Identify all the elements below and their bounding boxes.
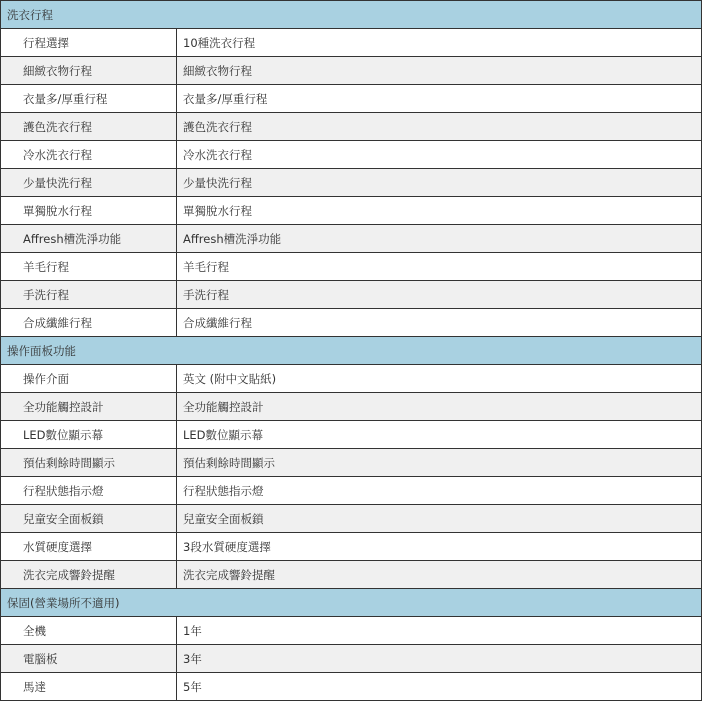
spec-row xyxy=(1,617,702,645)
section-title: 洗衣行程 xyxy=(1,1,702,29)
spec-row xyxy=(1,561,702,589)
spec-value: Affresh槽洗淨功能 xyxy=(177,225,702,253)
spec-row xyxy=(1,141,702,169)
spec-label: LED數位顯示幕 xyxy=(1,421,177,449)
section-header-row xyxy=(1,589,702,617)
spec-value: 洗衣完成響鈴提醒 xyxy=(177,561,702,589)
spec-row xyxy=(1,645,702,673)
spec-value: 1年 xyxy=(177,617,702,645)
section-title: 操作面板功能 xyxy=(1,337,702,365)
spec-label: 全功能觸控設計 xyxy=(1,393,177,421)
spec-row xyxy=(1,57,702,85)
section-title: 保固(營業場所不適用) xyxy=(1,589,702,617)
spec-value: 全功能觸控設計 xyxy=(177,393,702,421)
spec-row xyxy=(1,225,702,253)
spec-label: 全機 xyxy=(1,617,177,645)
spec-label: 水質硬度選擇 xyxy=(1,533,177,561)
spec-value: 細緻衣物行程 xyxy=(177,57,702,85)
spec-label: 合成纖維行程 xyxy=(1,309,177,337)
spec-row xyxy=(1,253,702,281)
spec-label: 電腦板 xyxy=(1,645,177,673)
section-header-row xyxy=(1,1,702,29)
spec-row xyxy=(1,169,702,197)
spec-value: 單獨脫水行程 xyxy=(177,197,702,225)
spec-label: 預估剩餘時間顯示 xyxy=(1,449,177,477)
spec-row xyxy=(1,393,702,421)
spec-value: 5年 xyxy=(177,673,702,701)
spec-value: 3年 xyxy=(177,645,702,673)
spec-value: 合成纖維行程 xyxy=(177,309,702,337)
spec-label: 冷水洗衣行程 xyxy=(1,141,177,169)
spec-row xyxy=(1,533,702,561)
spec-row xyxy=(1,309,702,337)
spec-label: 羊毛行程 xyxy=(1,253,177,281)
spec-label: 馬達 xyxy=(1,673,177,701)
spec-row xyxy=(1,673,702,701)
spec-row xyxy=(1,505,702,533)
spec-value: 3段水質硬度選擇 xyxy=(177,533,702,561)
spec-row xyxy=(1,197,702,225)
spec-label: 操作介面 xyxy=(1,365,177,393)
spec-row xyxy=(1,477,702,505)
spec-row xyxy=(1,281,702,309)
spec-value: 預估剩餘時間顯示 xyxy=(177,449,702,477)
spec-label: 行程選擇 xyxy=(1,29,177,57)
spec-table-body xyxy=(1,1,702,701)
spec-row xyxy=(1,85,702,113)
spec-value: 護色洗衣行程 xyxy=(177,113,702,141)
spec-label: Affresh槽洗淨功能 xyxy=(1,225,177,253)
spec-label: 手洗行程 xyxy=(1,281,177,309)
spec-value: 手洗行程 xyxy=(177,281,702,309)
spec-label: 護色洗衣行程 xyxy=(1,113,177,141)
spec-value: 衣量多/厚重行程 xyxy=(177,85,702,113)
spec-row xyxy=(1,449,702,477)
spec-value: LED數位顯示幕 xyxy=(177,421,702,449)
spec-value: 行程狀態指示燈 xyxy=(177,477,702,505)
spec-label: 單獨脫水行程 xyxy=(1,197,177,225)
spec-label: 洗衣完成響鈴提醒 xyxy=(1,561,177,589)
spec-value: 少量快洗行程 xyxy=(177,169,702,197)
spec-value: 英文 (附中文貼紙) xyxy=(177,365,702,393)
spec-label: 行程狀態指示燈 xyxy=(1,477,177,505)
spec-row xyxy=(1,365,702,393)
section-header-row xyxy=(1,337,702,365)
spec-value: 兒童安全面板鎖 xyxy=(177,505,702,533)
spec-label: 衣量多/厚重行程 xyxy=(1,85,177,113)
spec-value: 10種洗衣行程 xyxy=(177,29,702,57)
spec-row xyxy=(1,29,702,57)
spec-label: 細緻衣物行程 xyxy=(1,57,177,85)
spec-row xyxy=(1,113,702,141)
spec-value: 冷水洗衣行程 xyxy=(177,141,702,169)
spec-row xyxy=(1,421,702,449)
spec-label: 少量快洗行程 xyxy=(1,169,177,197)
spec-label: 兒童安全面板鎖 xyxy=(1,505,177,533)
spec-value: 羊毛行程 xyxy=(177,253,702,281)
